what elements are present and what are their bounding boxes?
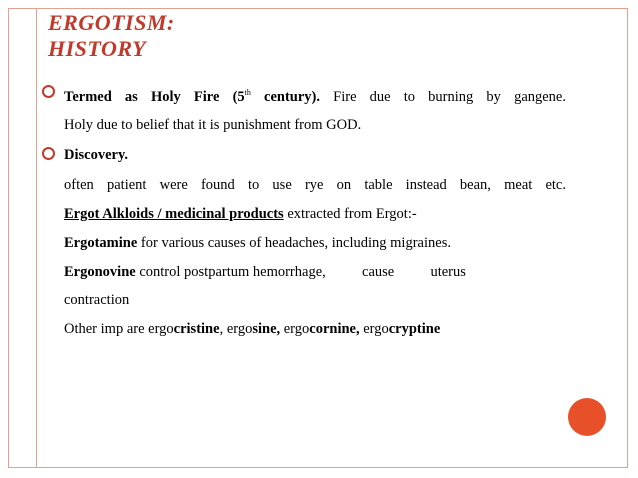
- bold-text: cristine: [173, 320, 220, 337]
- text: control postpartum hemorrhage, cause uterus: [135, 263, 466, 280]
- text: Other imp are ergo: [64, 320, 174, 337]
- text: Fire due to burning by gangene.: [320, 88, 566, 105]
- bullet-line-1: [64, 84, 566, 106]
- bold-text: cornine,: [309, 320, 360, 337]
- para-rye: often patient were found to use rye on table instead bean, meat etc.: [64, 176, 566, 193]
- para-line: [64, 263, 566, 281]
- slide-title: [48, 10, 175, 62]
- text: ergo: [359, 320, 389, 337]
- bold-text: century).: [250, 88, 321, 105]
- bold-text: cryptine: [388, 320, 441, 337]
- slide-left-rule: [36, 8, 37, 468]
- superscript: th: [244, 88, 251, 97]
- bullet-icon: [42, 85, 55, 98]
- bold-text: Ergotamine: [64, 234, 138, 251]
- decorative-circle: [568, 398, 606, 436]
- para-line: contraction: [64, 291, 130, 308]
- bold-text: Discovery.: [64, 146, 129, 163]
- bold-text: Ergonovine: [64, 263, 136, 280]
- para-ergot-alkloids: [38, 205, 566, 223]
- slide-content: [38, 84, 566, 349]
- text: ergo: [280, 320, 310, 337]
- title-line-1: ERGOTISM:: [48, 10, 175, 35]
- text: extracted from Ergot:-: [283, 205, 417, 222]
- para-ergotamine: [38, 234, 566, 252]
- bold-text: Termed as Holy Fire (5: [64, 88, 245, 105]
- para-ergonovine: [38, 263, 566, 309]
- title-line-2: HISTORY: [48, 36, 147, 61]
- bullet-icon: [42, 147, 55, 160]
- para-other-imp: [38, 320, 566, 338]
- bullet-item-holy-fire: [38, 84, 566, 134]
- bullet-item-discovery: [38, 146, 566, 164]
- underlined-bold-text: Ergot Alkloids / medicinal products: [64, 205, 284, 222]
- bold-text: sine,: [252, 320, 281, 337]
- bullet-line-2: Holy due to belief that it is punishment from GOD.: [64, 116, 362, 133]
- text: , ergo: [219, 320, 253, 337]
- text: for various causes of headaches, including migraines.: [137, 234, 451, 251]
